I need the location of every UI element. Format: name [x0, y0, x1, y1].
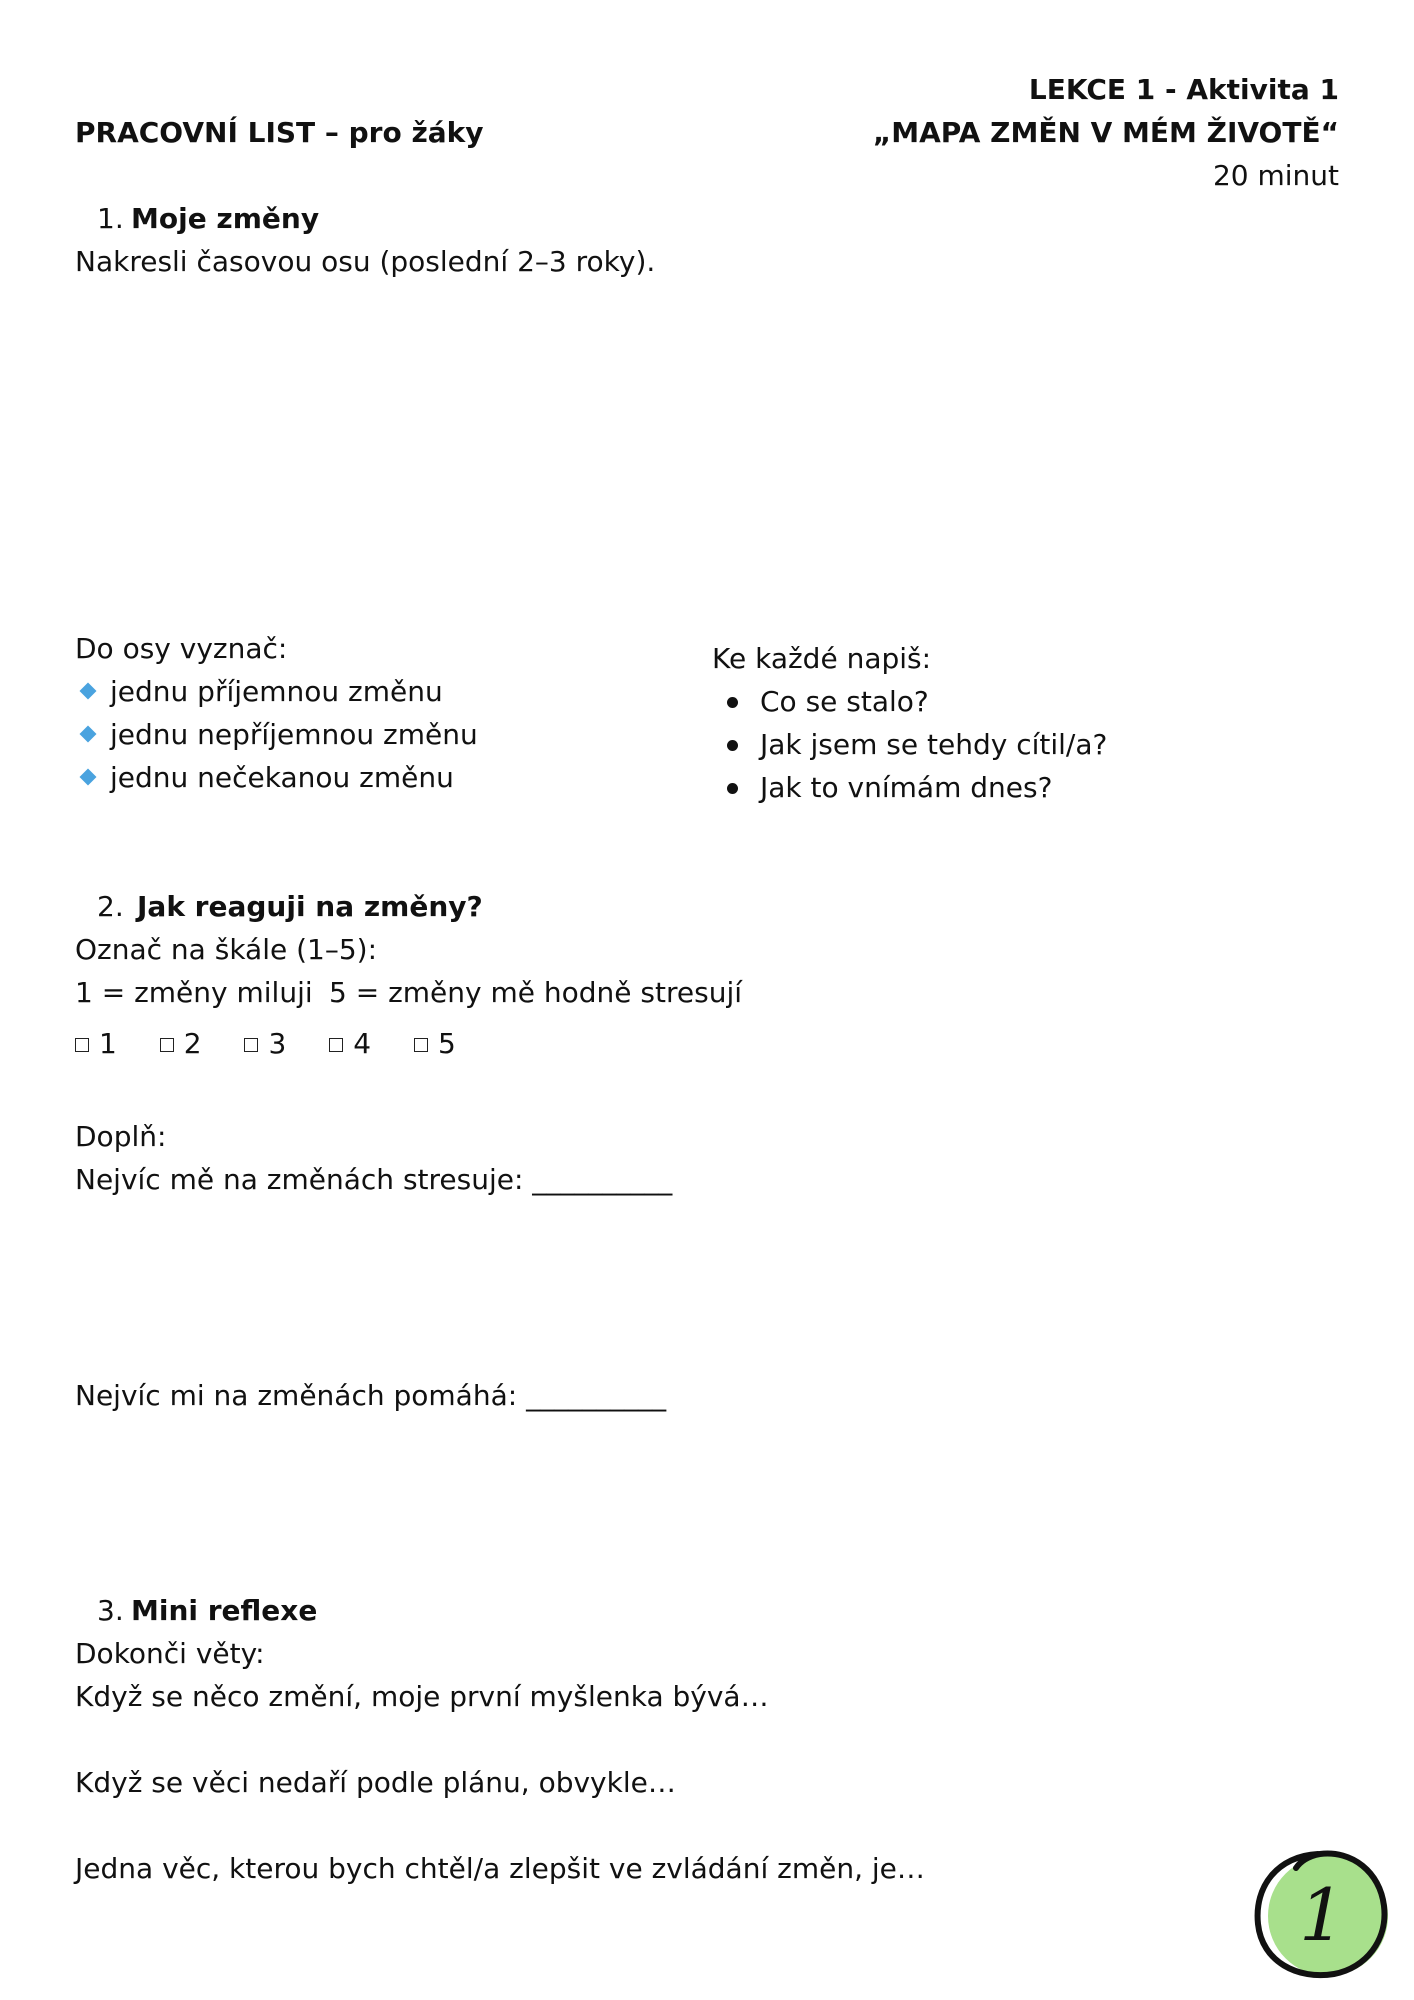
section2-instruction: Označ na škále (1–5):	[75, 933, 378, 966]
checkbox-icon	[160, 1038, 174, 1052]
badge-number: 1	[1299, 1873, 1345, 1957]
write-item: Co se stalo?	[760, 685, 929, 718]
scale-option-2[interactable]: 2	[160, 1024, 202, 1064]
lesson-label: LEKCE 1 - Aktivita 1	[1028, 73, 1339, 106]
checkbox-icon	[329, 1038, 343, 1052]
mark-item: jednu příjemnou změnu	[110, 675, 443, 708]
diamond-bullet-icon	[80, 726, 97, 743]
bullet-icon	[727, 783, 738, 794]
mark-heading: Do osy vyznač:	[75, 632, 288, 665]
reflection-sentence-3[interactable]: Jedna věc, kterou bych chtěl/a zlepšit ve zvládání změn, je…	[75, 1852, 925, 1885]
mark-item: jednu nečekanou změnu	[110, 761, 454, 794]
section1-title: Moje změny	[131, 202, 320, 235]
fill-heading: Doplň:	[75, 1120, 167, 1153]
scale-legend-high: 5 = změny mě hodně stresují	[329, 976, 742, 1009]
reflection-sentence-2[interactable]: Když se věci nedaří podle plánu, obvykle…	[75, 1766, 676, 1799]
checkbox-icon	[414, 1038, 428, 1052]
section3-title: Mini reflexe	[131, 1594, 318, 1627]
write-item: Jak jsem se tehdy cítil/a?	[760, 728, 1108, 761]
section1-instruction: Nakresli časovou osu (poslední 2–3 roky).	[75, 245, 656, 278]
section3-number: 3.	[97, 1594, 124, 1627]
section2-number: 2.	[97, 890, 124, 923]
checkbox-icon	[75, 1038, 89, 1052]
prompt-help[interactable]: Nejvíc mi na změnách pomáhá: __________	[75, 1379, 667, 1412]
bullet-icon	[727, 697, 738, 708]
timeline-drawing-area[interactable]	[75, 300, 1339, 620]
write-heading: Ke každé napiš:	[712, 642, 932, 675]
write-item: Jak to vnímám dnes?	[760, 771, 1053, 804]
badge-circle-icon	[1248, 1836, 1394, 1986]
scale-option-5[interactable]: 5	[414, 1024, 456, 1064]
page-number-badge	[1248, 1836, 1394, 1986]
worksheet-label: PRACOVNÍ LIST – pro žáky	[75, 116, 484, 149]
diamond-bullet-icon	[80, 769, 97, 786]
scale-option-1[interactable]: 1	[75, 1024, 117, 1064]
duration: 20 minut	[1212, 159, 1339, 192]
scale-option-4[interactable]: 4	[329, 1024, 371, 1064]
bullet-icon	[727, 740, 738, 751]
section1-number: 1.	[97, 202, 124, 235]
diamond-bullet-icon	[80, 683, 97, 700]
activity-title: „MAPA ZMĚN V MÉM ŽIVOTĚ“	[872, 116, 1339, 149]
scale-option-3[interactable]: 3	[244, 1024, 286, 1064]
checkbox-icon	[244, 1038, 258, 1052]
mark-item: jednu nepříjemnou změnu	[110, 718, 478, 751]
reflection-sentence-1[interactable]: Když se něco změní, moje první myšlenka bývá…	[75, 1680, 769, 1713]
section3-instruction: Dokonči věty:	[75, 1637, 265, 1670]
scale-options	[75, 1024, 490, 1064]
scale-legend-low: 1 = změny miluji	[75, 976, 313, 1009]
section2-title: Jak reaguji na změny?	[137, 890, 483, 923]
prompt-stress[interactable]: Nejvíc mě na změnách stresuje: __________	[75, 1163, 673, 1196]
